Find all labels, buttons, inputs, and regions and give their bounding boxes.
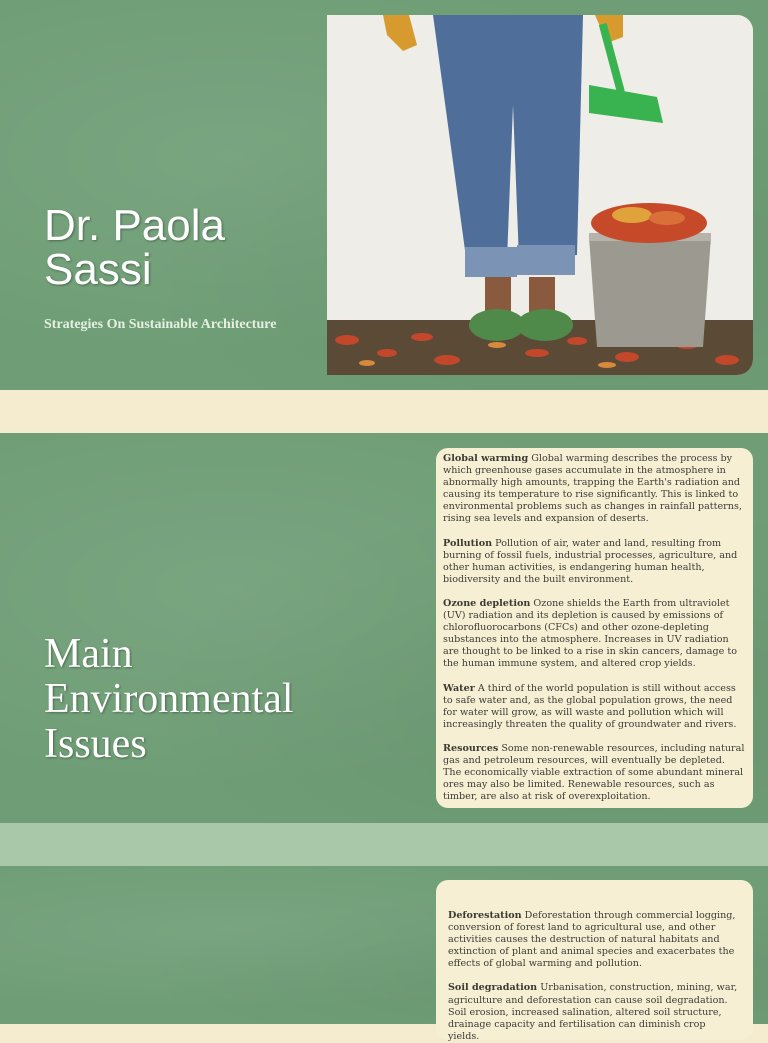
title-slide (0, 0, 768, 390)
issues-title: Main Environmental Issues (44, 631, 294, 767)
issue-term: Deforestation (448, 910, 522, 921)
issue-term: Soil degradation (448, 982, 538, 994)
issue-ozone-depletion (443, 598, 746, 671)
issue-deforestation (448, 910, 739, 970)
gardener-photo (327, 15, 753, 375)
issue-text: Urbanisation, construction, mining, war, agriculture and deforestation can cause soil degradation. Soil erosion, increased salination, altered soil structure, drainage capacity and fertilisation can diminish crop yields. (448, 982, 738, 1042)
issue-global-warming (443, 453, 746, 526)
issue-text: Deforestation through commercial logging, conversion of forest land to agricultural use, and other activities causes the destruction of natural habitats and extinction of plant and animal species and exacerbates the effects of global warming and pollution. (448, 910, 736, 970)
issue-pollution (443, 538, 746, 586)
issue-term: Global warming (443, 453, 529, 464)
issue-water (443, 683, 746, 731)
issues-panel (436, 448, 753, 808)
presentation-subtitle: Strategies On Sustainable Architecture (44, 317, 277, 332)
issue-term: Resources (443, 742, 499, 754)
slide-gap (0, 390, 768, 433)
issue-text: A third of the world population is still without access to safe water and, as the global population grows, the need for water will grow, as will waste and pollution which will increasingly threaten the quality of groundwater and rivers. (443, 682, 737, 730)
issue-text: Global warming describes the process by which greenhouse gases accumulate in the atmosphere in abnormally high amounts, trapping the Earth's radiation and causing its temperature to rise significantly. This is linked to environmental problems such as changes in rainfall patterns, rising sea levels and expansion of deserts. (443, 453, 742, 525)
issue-text: Pollution of air, water and land, resulting from burning of fossil fuels, industrial processes, agriculture, and other human activities, is endangering human health, biodiversity and the built environment. (443, 537, 738, 585)
issue-text: Ozone shields the Earth from ultraviolet (UV) radiation and its depletion is caused by emissions of chlorofluorocarbons (CFCs) and other ozone-depleting substances into the atmosphere. Increases in UV radiation are thought to be linked to a rise in skin cancers, damage to the human immune system, and altered crop yields. (443, 597, 737, 670)
issue-term: Pollution (443, 537, 493, 549)
issue-resources (443, 743, 746, 803)
slide-gap (0, 823, 768, 866)
issue-term: Ozone depletion (443, 597, 531, 609)
issue-soil-degradation (448, 982, 739, 1042)
issue-term: Water (443, 682, 475, 694)
presenter-name: Dr. Paola Sassi (44, 201, 225, 294)
issue-text: Some non-renewable resources, including natural gas and petroleum resources, will eventually be depleted. The economically viable extraction of some abundant mineral ores may also be limited. Renewable resources, such as timber, are also at risk of overexploitation. (443, 742, 745, 803)
issues-panel-continued (436, 880, 753, 1040)
